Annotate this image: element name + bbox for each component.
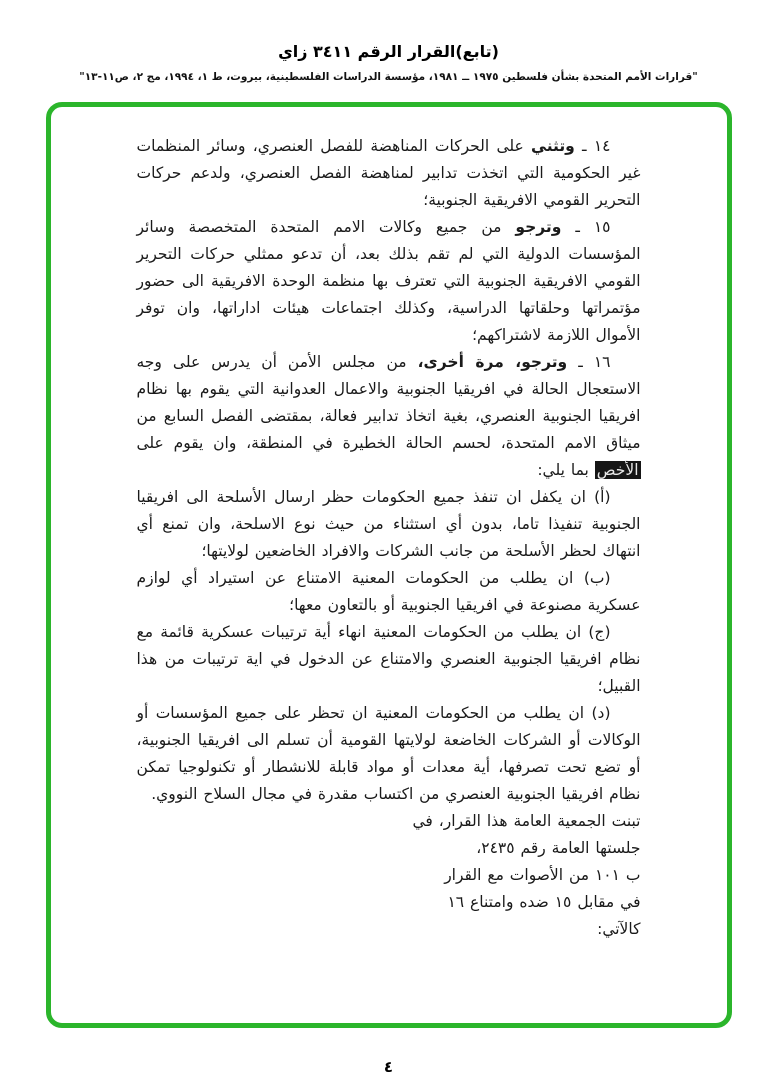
paragraph-text: (ج) ان يطلب من الحكومات المعنية انهاء أية ترتيبات عسكرية قائمة مع نظام افريقيا الجنوبية العنصري والامتناع عن الدخول في اية ترتيبات من هذا القبيل؛ bbox=[136, 623, 641, 695]
paragraph bbox=[137, 889, 641, 916]
paragraph-text: على الحركات المناهضة للفصل العنصري، وسائر المنظمات غير الحكومية التي اتخذت تدابير لمناهضة الفصل العنصري، ولدعم حركات التحرير القومي الافريقية الجنوبية؛ bbox=[136, 137, 641, 209]
paragraph-lead: وترجو، مرة أخرى، bbox=[417, 353, 568, 371]
paragraph-text: كالآتي: bbox=[597, 920, 641, 938]
paragraph-lead: وترجو bbox=[515, 218, 562, 236]
paragraph bbox=[137, 619, 641, 700]
paragraph bbox=[137, 916, 641, 943]
paragraph-text: من مجلس الأمن أن يدرس على وجه الاستعجال الحالة في افريقيا الجنوبية والاعمال العدوانية التي يقوم بها نظام افريقيا الجنوبية العنصري، بغية اتخاذ تدابير فعالة، بمقتضى الفصل السابع من ميثاق الامم المتحدة، لحسم الحالة الخطيرة في المنطقة، وان يقوم على bbox=[136, 353, 641, 452]
paragraph-text: جلستها العامة رقم ٢٤٣٥، bbox=[476, 839, 641, 857]
paragraph-text: بما يلي: bbox=[537, 461, 595, 479]
paragraph-text: تبنت الجمعية العامة هذا القرار، في bbox=[412, 812, 641, 830]
paragraph-text: (أ) ان يكفل ان تنفذ جميع الحكومات حظر ارسال الأسلحة الى افريقيا الجنوبية تنفيذا تاما، بدون أي استثناء من حيث نوع الاسلحة، وان تمنع أي انتهاك لحظر الأسلحة من جانب الشركات والافراد الخاضعين لولايتها؛ bbox=[136, 488, 641, 560]
page-number: ٤ bbox=[383, 1058, 394, 1076]
paragraph-text: ١٤ ـ bbox=[574, 137, 611, 155]
paragraph bbox=[137, 808, 641, 835]
paragraph-text: في مقابل ١٥ ضده وامتناع ١٦ bbox=[447, 893, 641, 911]
paragraph bbox=[137, 133, 641, 214]
document-body bbox=[137, 133, 641, 943]
document-source-line: "قرارات الأمم المتحدة بشأن فلسطين ١٩٧٥ ــ ١٩٨١، مؤسسة الدراسات الفلسطينية، بيروت، ط ١، ١٩٩٤، مج ٢، ص١١-١٣" bbox=[79, 71, 698, 83]
paragraph bbox=[137, 835, 641, 862]
paragraph bbox=[137, 349, 641, 484]
paragraph-text: من جميع وكالات الامم المتحدة المتخصصة وسائر المؤسسات الدولية التي لم تقم بذلك بعد، أن تدعو ممثلي حركات التحرير القومي الافريقية الجنوبية التي تعترف بها منظمة الوحدة الافريقية الى حضور مؤتمراتها وحلقاتها الدراسية، وكذلك اجتماعات هيئات اداراتها، وان توفر الأموال اللازمة لاشتراكهم؛ bbox=[136, 218, 641, 344]
content-frame bbox=[46, 102, 732, 1028]
highlighted-word: الأخص bbox=[596, 461, 639, 479]
document-title: (تابع)القرار الرقم ٣٤١١ زاي bbox=[278, 42, 499, 61]
paragraph-text: (د) ان يطلب من الحكومات المعنية ان تحظر على جميع المؤسسات أو الوكالات أو الشركات الخاضعة لولايتها القومية أن تسلم الى افريقيا الجنوبية، أو تضع تحت تصرفها، أية معدات أو مواد قابلة للانشطار أو تكنولوجيا تمكن نظام افريقيا الجنوبية العنصري من اكتساب مقدرة في مجال السلاح النووي. bbox=[136, 704, 641, 803]
paragraph-text: ١٦ ـ bbox=[567, 353, 611, 371]
paragraph bbox=[137, 862, 641, 889]
document-header bbox=[0, 0, 777, 83]
paragraph bbox=[137, 214, 641, 349]
paragraph-text: ١٥ ـ bbox=[561, 218, 611, 236]
paragraph-lead: وتثني bbox=[531, 137, 575, 155]
paragraph-text: ب ١٠١ من الأصوات مع القرار bbox=[444, 866, 641, 884]
paragraph-text: (ب) ان يطلب من الحكومات المعنية الامتناع عن استيراد أي لوازم عسكرية مصنوعة في افريقيا الجنوبية أو بالتعاون معها؛ bbox=[136, 569, 641, 614]
paragraph bbox=[137, 565, 641, 619]
paragraph bbox=[137, 484, 641, 565]
paragraph bbox=[137, 700, 641, 808]
